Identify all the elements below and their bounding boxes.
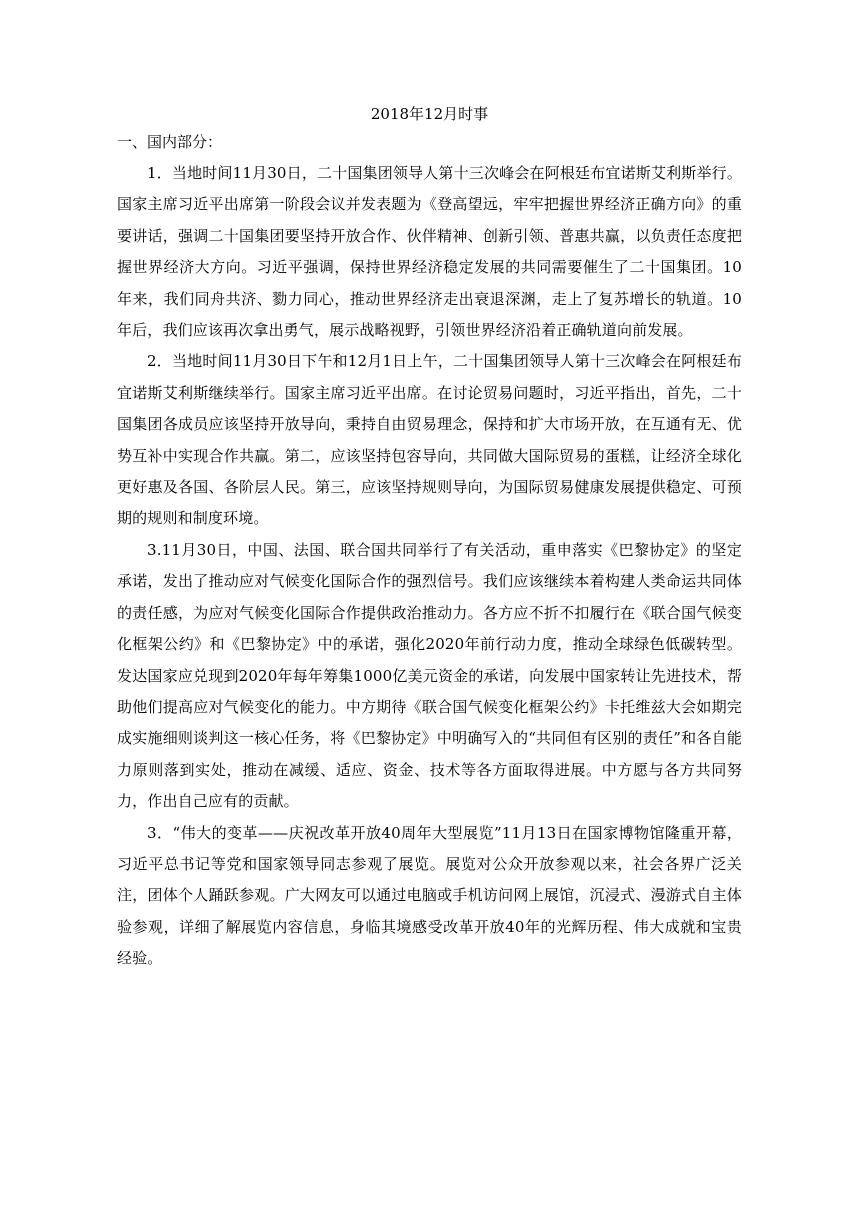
paragraph-1: 1．当地时间11月30日，二十国集团领导人第十三次峰会在阿根廷布宜诺斯艾利斯举行。国家主席习近平出席第一阶段会议并发表题为《登高望远，牢牢把握世界经济正确方向》的重要讲话，强调二十国集团要坚持开放合作、伙伴精神、创新引领、普惠共赢，以负责任态度把握世界经济大方向。习近平强调，保持世界经济稳定发展的共同需要催生了二十国集团。10年来，我们同舟共济、勠力同心，推动世界经济走出衰退深渊，走上了复苏增长的轨道。10年后，我们应该再次拿出勇气，展示战略视野，引领世界经济沿着正确轨道向前发展。 (117, 164, 742, 340)
document-body (117, 103, 742, 975)
paragraph-2: 2．当地时间11月30日下午和12月1日上午，二十国集团领导人第十三次峰会在阿根廷布宜诺斯艾利斯继续举行。国家主席习近平出席。在讨论贸易问题时，习近平指出，首先，二十国集团各成员应该坚持开放导向，秉持自由贸易理念，保持和扩大市场开放，在互通有无、优势互补中实现合作共赢。第二，应该坚持包容导向，共同做大国际贸易的蛋糕，让经济全球化更好惠及各国、各阶层人民。第三，应该坚持规则导向，为国际贸易健康发展提供稳定、可预期的规则和制度环境。 (117, 352, 742, 528)
section-heading-domestic: 一、国内部分： (117, 133, 223, 151)
paragraph-4: 3．“伟大的变革——庆祝改革开放40周年大型展览”11月13日在国家博物馆隆重开幕，习近平总书记等党和国家领导同志参观了展览。展览对公众开放参观以来，社会各界广泛关注，团体个人踊跃参观。广大网友可以通过电脑或手机访问网上展馆，沉浸式、漫游式自主体验参观，详细了解展览内容信息，身临其境感受改革开放40年的光辉历程、伟大成就和宝贵经验。 (117, 823, 742, 968)
paragraph-3: 3.11月30日，中国、法国、联合国共同举行了有关活动，重申落实《巴黎协定》的坚定承诺，发出了推动应对气候变化国际合作的强烈信号。我们应该继续本着构建人类命运共同体的责任感，为应对气候变化国际合作提供政治推动力。各方应不折不扣履行在《联合国气候变化框架公约》和《巴黎协定》中的承诺，强化2020年前行动力度，推动全球绿色低碳转型。发达国家应兑现到2020年每年筹集1000亿美元资金的承诺，向发展中国家转让先进技术，帮助他们提高应对气候变化的能力。中方期待《联合国气候变化框架公约》卡托维兹大会如期完成实施细则谈判这一核心任务，将《巴黎协定》中明确写入的“共同但有区别的责任”和各自能力原则落到实处，推动在减缓、适应、资金、技术等各方面取得进展。中方愿与各方共同努力，作出自己应有的贡献。 (117, 540, 742, 811)
document-title: 2018年12月时事 (370, 105, 489, 123)
